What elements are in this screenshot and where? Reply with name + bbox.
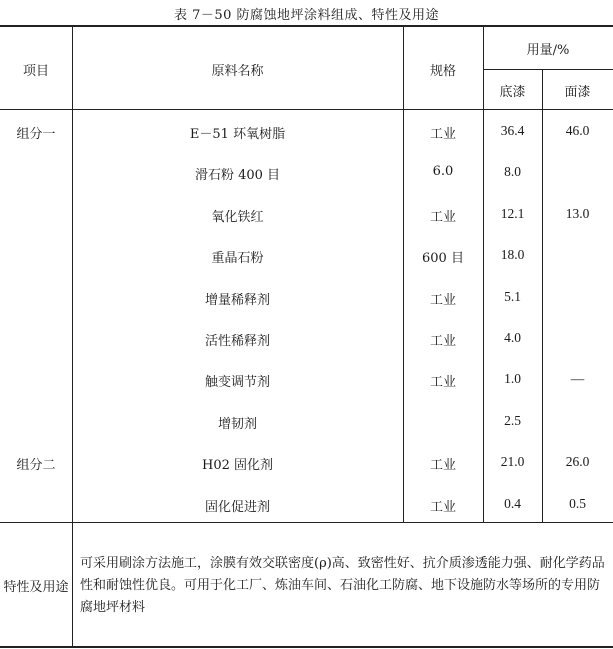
row-spec: 6.0 <box>432 164 454 179</box>
header-spec: 规格 <box>429 64 456 79</box>
row-base-coat-value: 36.4 <box>500 123 525 138</box>
row-top-coat-value: 46.0 <box>565 123 590 138</box>
row-top-coat-value: 13.0 <box>565 206 590 221</box>
row-top-coat-value: 26.0 <box>565 454 590 469</box>
row-base-coat-value: 4.0 <box>504 330 521 345</box>
row-material-name: 滑石粉 400 目 <box>194 168 281 183</box>
table-caption: 表 7－50 防腐蚀地坪涂料组成、特性及用途 <box>173 8 440 23</box>
row-material-name: H02 固化剂 <box>201 458 273 473</box>
body-bottom-rule <box>0 522 613 523</box>
row-material-name: 氧化铁红 <box>211 210 264 225</box>
row-base-coat-value: 5.1 <box>504 289 521 304</box>
row-spec: 工业 <box>429 375 456 390</box>
row-material-name: 增韧剂 <box>217 417 257 432</box>
header-item: 项目 <box>22 64 49 79</box>
row-spec: 工业 <box>429 334 456 349</box>
row-spec: 600 目 <box>422 251 464 266</box>
row-material-name: 固化促进剂 <box>204 500 270 515</box>
row-spec: 工业 <box>429 500 456 515</box>
row-spec: 工业 <box>429 210 456 225</box>
row-spec: 工业 <box>429 127 456 142</box>
row-base-coat-value: 21.0 <box>500 454 525 469</box>
row-group: 组分一 <box>16 127 56 142</box>
row-material-name: 重晶石粉 <box>211 251 264 266</box>
row-base-coat-value: 2.5 <box>504 413 521 428</box>
top-rule <box>0 25 613 27</box>
row-base-coat-value: 1.0 <box>504 371 521 386</box>
row-material-name: 活性稀释剂 <box>204 334 270 349</box>
dosage-subheader-rule <box>483 69 613 70</box>
row-material-name: 增量稀释剂 <box>204 293 270 308</box>
row-spec: 工业 <box>429 458 456 473</box>
col-divider-spec <box>483 26 484 523</box>
row-spec: 工业 <box>429 293 456 308</box>
table-bottom-rule <box>0 646 613 648</box>
header-dosage: 用量/% <box>526 43 570 58</box>
header-material: 原料名称 <box>211 64 264 79</box>
header-base-coat: 底漆 <box>499 85 526 100</box>
row-base-coat-value: 12.1 <box>500 206 525 221</box>
row-top-coat-value: — <box>570 371 585 386</box>
row-material-name: 触变调节剂 <box>204 375 270 390</box>
row-top-coat-value: 0.5 <box>569 496 586 511</box>
row-group: 组分二 <box>16 458 56 473</box>
row-base-coat-value: 0.4 <box>504 496 521 511</box>
properties-label: 特性及用途 <box>3 580 69 595</box>
row-base-coat-value: 18.0 <box>500 247 525 262</box>
header-top-coat: 面漆 <box>564 85 591 100</box>
col-divider-material <box>403 26 404 523</box>
row-base-coat-value: 8.0 <box>504 164 521 179</box>
properties-text: 可采用刷涂方法施工，涂膜有效交联密度(ρ)高、致密性好、抗介质渗透能力强、耐化学药品性和耐蚀性优良。可用于化工厂、炼油车间、石油化工防腐、地下设施防水等场所的专用防腐地坪材料 <box>80 556 605 615</box>
header-bottom-rule <box>0 109 613 110</box>
row-material-name: E－51 环氧树脂 <box>189 127 286 142</box>
